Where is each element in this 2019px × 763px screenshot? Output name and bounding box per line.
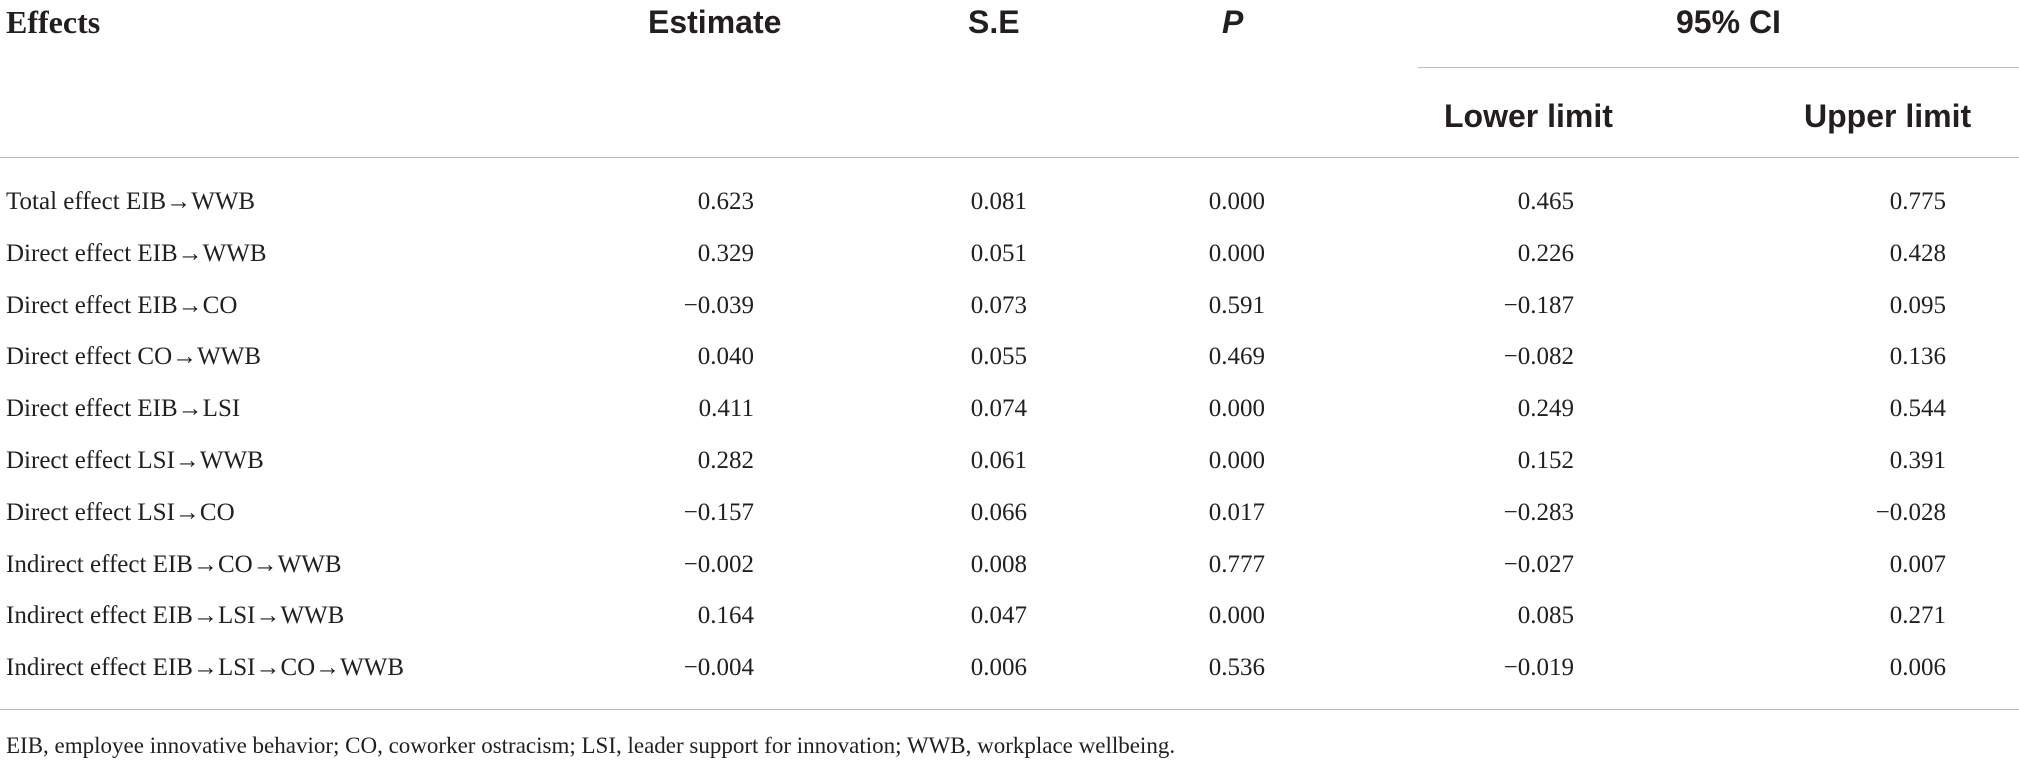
cell-p: 0.000: [1208, 188, 1265, 215]
cell-effect: Direct effect EIB→LSI: [6, 395, 241, 422]
cell-estimate: −0.004: [683, 654, 754, 681]
cell-upper: 0.428: [1889, 240, 1946, 267]
header-estimate: Estimate: [648, 4, 782, 40]
cell-effect: Direct effect EIB→CO: [6, 292, 238, 319]
cell-lower: 0.152: [1517, 447, 1574, 474]
cell-p: 0.469: [1208, 343, 1265, 370]
header-effects: Effects: [6, 4, 101, 40]
cell-lower: 0.085: [1517, 602, 1574, 629]
cell-p: 0.000: [1208, 240, 1265, 267]
cell-lower: −0.027: [1503, 551, 1574, 578]
ci-rule: [1418, 67, 2019, 68]
cell-upper: 0.775: [1889, 188, 1946, 215]
cell-upper: 0.006: [1889, 654, 1946, 681]
cell-effect: Indirect effect EIB→CO→WWB: [6, 551, 342, 578]
cell-estimate: −0.002: [683, 551, 754, 578]
cell-se: 0.008: [970, 551, 1027, 578]
cell-upper: −0.028: [1875, 499, 1946, 526]
header-rule: [0, 157, 2019, 158]
cell-p: 0.017: [1208, 499, 1265, 526]
cell-se: 0.066: [970, 499, 1027, 526]
cell-estimate: 0.282: [697, 447, 754, 474]
cell-upper: 0.544: [1889, 395, 1946, 422]
cell-lower: 0.249: [1517, 395, 1574, 422]
cell-p: 0.000: [1208, 602, 1265, 629]
bottom-rule: [0, 709, 2019, 710]
cell-estimate: 0.411: [698, 395, 754, 422]
cell-p: 0.000: [1208, 395, 1265, 422]
cell-effect: Indirect effect EIB→LSI→WWB: [6, 602, 345, 629]
cell-effect: Direct effect LSI→CO: [6, 499, 235, 526]
cell-p: 0.591: [1208, 292, 1265, 319]
cell-lower: 0.465: [1517, 188, 1574, 215]
cell-estimate: 0.040: [697, 343, 754, 370]
header-se: S.E: [968, 4, 1020, 40]
cell-lower: −0.082: [1503, 343, 1574, 370]
cell-upper: 0.271: [1889, 602, 1946, 629]
cell-upper: 0.095: [1889, 292, 1946, 319]
header-upper-limit: Upper limit: [1804, 98, 1972, 134]
cell-se: 0.073: [970, 292, 1027, 319]
cell-estimate: 0.623: [697, 188, 754, 215]
cell-estimate: −0.039: [683, 292, 754, 319]
cell-se: 0.074: [970, 395, 1027, 422]
cell-upper: 0.136: [1889, 343, 1946, 370]
cell-se: 0.006: [970, 654, 1027, 681]
cell-p: 0.536: [1208, 654, 1265, 681]
cell-lower: −0.283: [1503, 499, 1574, 526]
cell-lower: −0.019: [1503, 654, 1574, 681]
header-lower-limit: Lower limit: [1444, 98, 1613, 134]
cell-effect: Total effect EIB→WWB: [6, 188, 256, 215]
cell-se: 0.047: [970, 602, 1027, 629]
cell-lower: 0.226: [1517, 240, 1574, 267]
footnote: EIB, employee innovative behavior; CO, coworker ostracism; LSI, leader support for innovation; WWB, workplace wellbeing.: [6, 733, 1176, 758]
cell-lower: −0.187: [1503, 292, 1574, 319]
cell-estimate: 0.164: [697, 602, 754, 629]
cell-se: 0.051: [970, 240, 1027, 267]
header-p: P: [1222, 4, 1244, 40]
header-ci: 95% CI: [1676, 4, 1781, 40]
cell-p: 0.000: [1208, 447, 1265, 474]
cell-p: 0.777: [1208, 551, 1265, 578]
cell-effect: Direct effect LSI→WWB: [6, 447, 264, 474]
cell-effect: Direct effect EIB→WWB: [6, 240, 267, 267]
cell-estimate: −0.157: [683, 499, 754, 526]
cell-upper: 0.007: [1889, 551, 1946, 578]
cell-se: 0.055: [970, 343, 1027, 370]
cell-upper: 0.391: [1889, 447, 1946, 474]
cell-se: 0.081: [970, 188, 1027, 215]
cell-estimate: 0.329: [697, 240, 754, 267]
cell-effect: Direct effect CO→WWB: [6, 343, 261, 370]
cell-effect: Indirect effect EIB→LSI→CO→WWB: [6, 654, 405, 681]
cell-se: 0.061: [970, 447, 1027, 474]
